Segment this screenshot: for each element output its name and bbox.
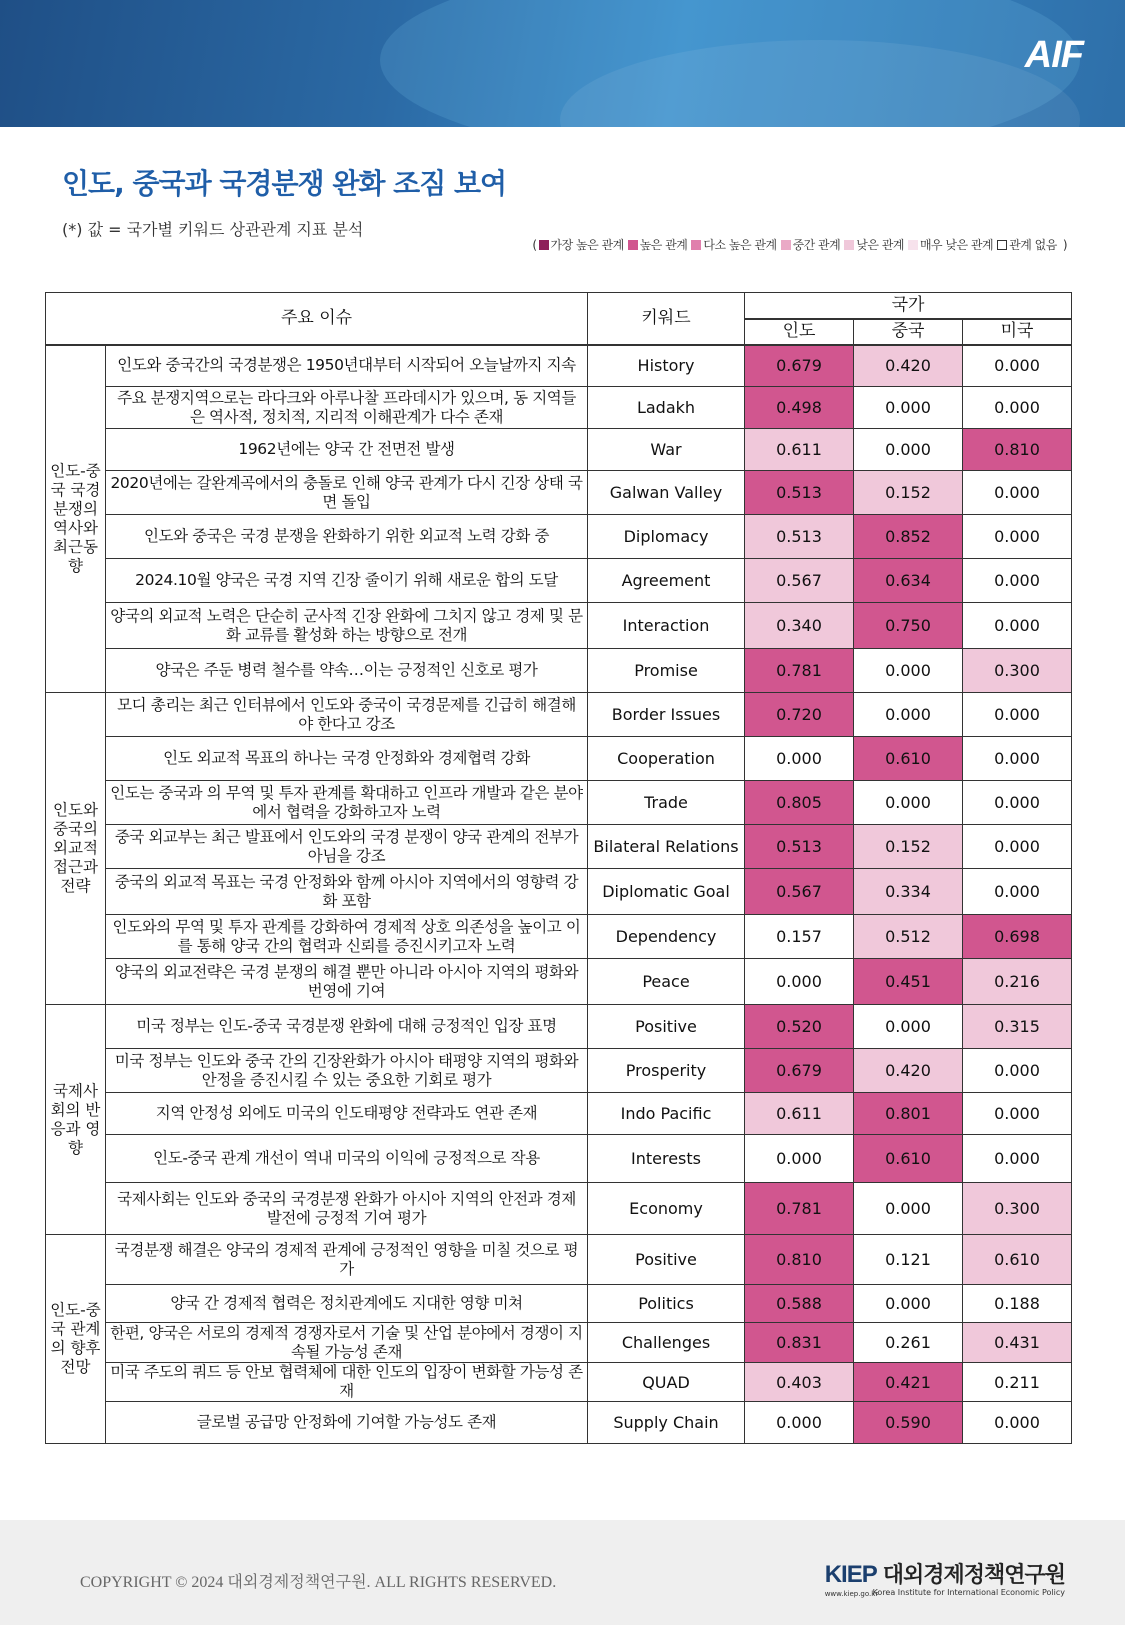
keyword-cell: Interaction [588,603,745,649]
keyword-cell: Indo Pacific [588,1093,745,1135]
category-cell: 인도-중국 국경분쟁의 역사와 최근동향 [46,345,106,693]
value-cell-usa: 0.610 [963,1235,1072,1285]
legend-item [908,236,993,253]
keyword-cell: Economy [588,1183,745,1235]
header-usa: 미국 [963,319,1072,345]
table-body [46,345,1072,1444]
table-row [46,1285,1072,1323]
table-row [46,1183,1072,1235]
table-row [46,429,1072,471]
value-cell-china: 0.121 [854,1235,963,1285]
legend-swatch [997,240,1007,250]
value-cell-india: 0.513 [745,471,854,515]
value-cell-usa: 0.810 [963,429,1072,471]
value-cell-china: 0.750 [854,603,963,649]
value-cell-india: 0.611 [745,429,854,471]
value-cell-usa: 0.431 [963,1323,1072,1363]
value-cell-india: 0.000 [745,1135,854,1183]
value-cell-india: 0.000 [745,1402,854,1444]
value-cell-india: 0.157 [745,915,854,959]
legend-item [628,236,688,253]
table-row [46,959,1072,1005]
table-row [46,1323,1072,1363]
issue-cell: 양국의 외교적 노력은 단순히 군사적 긴장 완화에 그치지 않고 경제 및 문화 교류를 활성화 하는 방향으로 전개 [106,603,588,649]
legend-label: 관계 없음 [1009,238,1057,252]
value-cell-usa: 0.000 [963,1093,1072,1135]
value-cell-china: 0.334 [854,869,963,915]
value-cell-usa: 0.000 [963,825,1072,869]
issue-cell: 미국 주도의 쿼드 등 안보 협력체에 대한 인도의 입장이 변화할 가능성 존재 [106,1363,588,1402]
value-cell-china: 0.610 [854,737,963,781]
value-cell-china: 0.512 [854,915,963,959]
value-cell-india: 0.513 [745,515,854,559]
legend-swatch [628,240,638,250]
legend-item [691,236,776,253]
keyword-cell: Agreement [588,559,745,603]
table-row [46,915,1072,959]
keyword-cell: Interests [588,1135,745,1183]
keyword-cell: Challenges [588,1323,745,1363]
copyright-text: COPYRIGHT © 2024 대외경제정책연구원. ALL RIGHTS RESERVED. [80,1574,557,1591]
table-row [46,1093,1072,1135]
keyword-cell: Bilateral Relations [588,825,745,869]
value-cell-india: 0.340 [745,603,854,649]
keyword-cell: Promise [588,649,745,693]
issue-cell: 중국의 외교적 목표는 국경 안정화와 함께 아시아 지역에서의 영향력 강화 포함 [106,869,588,915]
value-cell-usa: 0.000 [963,559,1072,603]
legend-swatch [781,240,791,250]
kiep-name: 대외경제정책연구원 [882,1563,1065,1588]
issue-cell: 모디 총리는 최근 인터뷰에서 인도와 중국이 국경문제를 긴급히 해결해야 한다고 강조 [106,693,588,737]
legend-label: 매우 낮은 관계 [919,238,994,252]
value-cell-usa: 0.000 [963,869,1072,915]
value-cell-india: 0.611 [745,1093,854,1135]
table-row [46,1005,1072,1049]
legend-item [844,236,904,253]
issue-cell: 인도와의 무역 및 투자 관계를 강화하여 경제적 상호 의존성을 높이고 이를 통해 양국 간의 협력과 신뢰를 증진시키고자 노력 [106,915,588,959]
issue-cell: 지역 안정성 외에도 미국의 인도태평양 전략과도 연관 존재 [106,1093,588,1135]
value-cell-india: 0.805 [745,781,854,825]
value-cell-usa: 0.000 [963,781,1072,825]
table-row [46,559,1072,603]
issue-cell: 양국은 주둔 병력 철수를 약속…이는 긍정적인 신호로 평가 [106,649,588,693]
issue-cell: 한편, 양국은 서로의 경제적 경쟁자로서 기술 및 산업 분야에서 경쟁이 지속될 가능성 존재 [106,1323,588,1363]
legend-item [539,236,624,253]
value-cell-china: 0.852 [854,515,963,559]
table-row [46,387,1072,429]
value-cell-usa: 0.000 [963,1135,1072,1183]
issue-cell: 인도와 중국간의 국경분쟁은 1950년대부터 시작되어 오늘날까지 지속 [106,345,588,387]
value-cell-usa: 0.211 [963,1363,1072,1402]
legend-label: 낮은 관계 [856,238,904,252]
table-row [46,1049,1072,1093]
table-row [46,345,1072,387]
value-cell-usa: 0.000 [963,515,1072,559]
value-cell-china: 0.000 [854,693,963,737]
legend-label: 다소 높은 관계 [703,238,777,252]
issue-cell: 글로벌 공급망 안정화에 기여할 가능성도 존재 [106,1402,588,1444]
value-cell-usa: 0.000 [963,603,1072,649]
value-cell-china: 0.420 [854,345,963,387]
keyword-cell: Diplomacy [588,515,745,559]
issue-cell: 인도 외교적 목표의 하나는 국경 안정화와 경제협력 강화 [106,737,588,781]
value-cell-india: 0.831 [745,1323,854,1363]
legend-swatch [908,240,918,250]
value-cell-india: 0.679 [745,345,854,387]
issue-cell: 2024.10월 양국은 국경 지역 긴장 줄이기 위해 새로운 합의 도달 [106,559,588,603]
value-cell-usa: 0.300 [963,649,1072,693]
legend-open: ( [532,237,537,252]
issue-cell: 양국의 외교전략은 국경 분쟁의 해결 뿐만 아니라 아시아 지역의 평화와 번영에 기여 [106,959,588,1005]
table-row [46,471,1072,515]
legend-swatch [844,240,854,250]
table-row [46,869,1072,915]
kiep-logo [824,1558,1065,1598]
table-row [46,515,1072,559]
issue-cell: 인도는 중국과 의 무역 및 투자 관계를 확대하고 인프라 개발과 같은 분야에서 협력을 강화하고자 노력 [106,781,588,825]
table-row [46,1235,1072,1285]
value-cell-india: 0.403 [745,1363,854,1402]
issue-cell: 1962년에는 양국 간 전면전 발생 [106,429,588,471]
value-cell-india: 0.567 [745,559,854,603]
keyword-cell: Politics [588,1285,745,1323]
value-cell-china: 0.000 [854,781,963,825]
issue-cell: 미국 정부는 인도와 중국 간의 긴장완화가 아시아 태평양 지역의 평화와 안정을 증진시킬 수 있는 중요한 기회로 평가 [106,1049,588,1093]
value-cell-india: 0.781 [745,1183,854,1235]
value-cell-usa: 0.000 [963,471,1072,515]
value-cell-china: 0.590 [854,1402,963,1444]
legend-swatch [691,240,701,250]
keyword-correlation-table [45,292,1072,1444]
value-cell-india: 0.000 [745,959,854,1005]
legend-item [781,236,841,253]
value-cell-china: 0.000 [854,387,963,429]
category-cell: 인도-중국 관계의 향후 전망 [46,1235,106,1444]
value-cell-china: 0.000 [854,1183,963,1235]
category-cell: 인도와 중국의 외교적 접근과 전략 [46,693,106,1005]
legend-label: 가장 높은 관계 [550,238,624,252]
keyword-cell: War [588,429,745,471]
keyword-cell: Peace [588,959,745,1005]
keyword-cell: QUAD [588,1363,745,1402]
header-country: 국가 [745,293,1072,319]
issue-cell: 인도-중국 관계 개선이 역내 미국의 이익에 긍정적으로 작용 [106,1135,588,1183]
keyword-cell: Cooperation [588,737,745,781]
aif-logo: AIF [1024,34,1083,76]
value-cell-china: 0.152 [854,471,963,515]
value-cell-india: 0.720 [745,693,854,737]
issue-cell: 2020년에는 갈완계곡에서의 충돌로 인해 양국 관계가 다시 긴장 상태 국면 돌입 [106,471,588,515]
legend-swatch [539,240,549,250]
issue-cell: 중국 외교부는 최근 발표에서 인도와의 국경 분쟁이 양국 관계의 전부가 아님을 강조 [106,825,588,869]
value-cell-china: 0.000 [854,1285,963,1323]
table-row [46,1363,1072,1402]
table-row [46,1402,1072,1444]
issue-cell: 미국 정부는 인도-중국 국경분쟁 완화에 대해 긍정적인 입장 표명 [106,1005,588,1049]
table-row [46,781,1072,825]
header-china: 중국 [854,319,963,345]
legend-label: 중간 관계 [792,238,841,252]
keyword-cell: Trade [588,781,745,825]
value-cell-china: 0.000 [854,649,963,693]
legend-label: 높은 관계 [639,238,688,252]
value-cell-usa: 0.000 [963,1402,1072,1444]
issue-cell: 국경분쟁 해결은 양국의 경제적 관계에 긍정적인 영향을 미칠 것으로 평가 [106,1235,588,1285]
value-cell-usa: 0.000 [963,737,1072,781]
keyword-cell: Border Issues [588,693,745,737]
value-cell-usa: 0.698 [963,915,1072,959]
value-cell-usa: 0.000 [963,1049,1072,1093]
legend-item [997,236,1057,253]
issue-cell: 인도와 중국은 국경 분쟁을 완화하기 위한 외교적 노력 강화 중 [106,515,588,559]
keyword-cell: Supply Chain [588,1402,745,1444]
value-cell-usa: 0.216 [963,959,1072,1005]
value-cell-india: 0.679 [745,1049,854,1093]
keyword-cell: Galwan Valley [588,471,745,515]
value-cell-usa: 0.000 [963,387,1072,429]
value-cell-india: 0.781 [745,649,854,693]
header-keyword: 키워드 [588,293,745,345]
keyword-cell: Dependency [588,915,745,959]
kiep-url: www.kiep.go.kr [824,1590,879,1598]
value-cell-india: 0.567 [745,869,854,915]
subtitle: (*) 값 = 국가별 키워드 상관관계 지표 분석 [62,220,364,239]
value-cell-usa: 0.000 [963,693,1072,737]
legend-close: ) [1062,237,1067,252]
category-cell: 국제사회의 반응과 영향 [46,1005,106,1235]
value-cell-india: 0.000 [745,737,854,781]
color-legend [530,236,1069,253]
value-cell-india: 0.498 [745,387,854,429]
kiep-subtitle: Korea Institute for International Economic Policy [872,1588,1065,1597]
keyword-cell: Diplomatic Goal [588,869,745,915]
issue-cell: 국제사회는 인도와 중국의 국경분쟁 완화가 아시아 지역의 안전과 경제 발전에 긍정적 기여 평가 [106,1183,588,1235]
value-cell-china: 0.421 [854,1363,963,1402]
keyword-cell: Positive [588,1005,745,1049]
value-cell-china: 0.610 [854,1135,963,1183]
table-row [46,693,1072,737]
value-cell-usa: 0.315 [963,1005,1072,1049]
header-issue: 주요 이슈 [46,293,588,345]
value-cell-usa: 0.300 [963,1183,1072,1235]
issue-cell: 주요 분쟁지역으로는 라다크와 아루나찰 프라데시가 있으며, 동 지역들은 역사적, 정치적, 지리적 이해관계가 다수 존재 [106,387,588,429]
keyword-cell: Ladakh [588,387,745,429]
header-banner [0,0,1125,127]
header-india: 인도 [745,319,854,345]
keyword-cell: Positive [588,1235,745,1285]
keyword-cell: Prosperity [588,1049,745,1093]
table-row [46,825,1072,869]
value-cell-china: 0.152 [854,825,963,869]
page-title: 인도, 중국과 국경분쟁 완화 조짐 보여 [62,167,507,200]
keyword-cell: History [588,345,745,387]
value-cell-usa: 0.188 [963,1285,1072,1323]
table-row [46,603,1072,649]
table-row [46,737,1072,781]
value-cell-india: 0.513 [745,825,854,869]
value-cell-china: 0.000 [854,429,963,471]
kiep-mark: KIEP [824,1561,877,1588]
value-cell-china: 0.000 [854,1005,963,1049]
value-cell-india: 0.810 [745,1235,854,1285]
value-cell-china: 0.261 [854,1323,963,1363]
value-cell-usa: 0.000 [963,345,1072,387]
value-cell-china: 0.634 [854,559,963,603]
table-row [46,1135,1072,1183]
value-cell-india: 0.588 [745,1285,854,1323]
value-cell-china: 0.801 [854,1093,963,1135]
issue-cell: 양국 간 경제적 협력은 정치관계에도 지대한 영향 미쳐 [106,1285,588,1323]
value-cell-china: 0.420 [854,1049,963,1093]
value-cell-china: 0.451 [854,959,963,1005]
value-cell-india: 0.520 [745,1005,854,1049]
table-row [46,649,1072,693]
footer [0,1520,1125,1625]
